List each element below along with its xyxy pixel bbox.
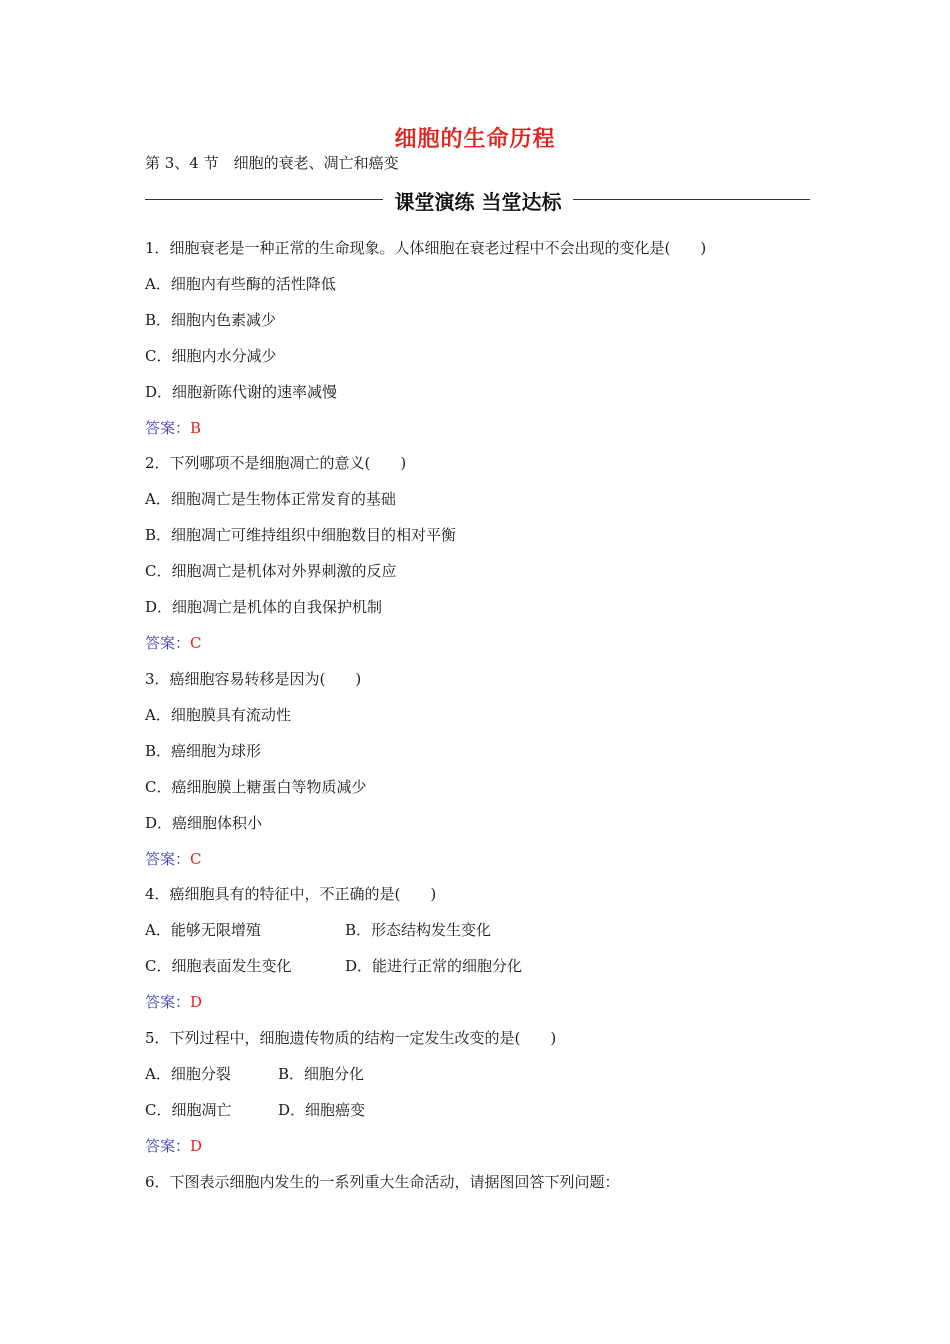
question-4-option-a: A．能够无限增殖 bbox=[145, 921, 261, 939]
question-1-option-b: B．细胞内色素减少 bbox=[145, 311, 277, 329]
question-4-option-c: C．细胞表面发生变化 bbox=[145, 957, 292, 975]
question-2-option-a: A．细胞凋亡是生物体正常发育的基础 bbox=[145, 490, 396, 508]
question-1-option-c: C．细胞内水分减少 bbox=[145, 347, 277, 365]
answer-label: 答案： bbox=[145, 419, 191, 437]
answer-label: 答案： bbox=[145, 634, 191, 652]
question-4-option-b: B．形态结构发生变化 bbox=[345, 921, 492, 939]
question-3-answer bbox=[145, 849, 202, 869]
answer-label: 答案： bbox=[145, 850, 191, 868]
question-3-option-a: A．细胞膜具有流动性 bbox=[145, 706, 291, 724]
answer-value: C bbox=[190, 634, 202, 652]
answer-label: 答案： bbox=[145, 993, 191, 1011]
question-5-answer bbox=[145, 1136, 202, 1156]
question-2-option-d: D．细胞凋亡是机体的自我保护机制 bbox=[145, 598, 383, 616]
question-4-stem: 4．癌细胞具有的特征中，不正确的是( ) bbox=[145, 885, 437, 903]
page-title: 细胞的生命历程 bbox=[394, 126, 556, 152]
answer-value: D bbox=[190, 1137, 203, 1155]
question-2-option-c: C．细胞凋亡是机体对外界刺激的反应 bbox=[145, 562, 397, 580]
question-4-option-d: D．能进行正常的细胞分化 bbox=[345, 957, 523, 975]
question-1-option-a: A．细胞内有些酶的活性降低 bbox=[145, 275, 336, 293]
section-divider-right bbox=[573, 199, 810, 200]
section-header-bar bbox=[145, 186, 810, 212]
question-2-answer bbox=[145, 633, 202, 653]
answer-label: 答案： bbox=[145, 1137, 191, 1155]
question-3-option-b: B．癌细胞为球形 bbox=[145, 742, 262, 760]
answer-value: D bbox=[190, 993, 203, 1011]
answer-value: C bbox=[190, 850, 202, 868]
question-3-option-d: D．癌细胞体积小 bbox=[145, 814, 263, 832]
question-1-stem: 1．细胞衰老是一种正常的生命现象。人体细胞在衰老过程中不会出现的变化是( ) bbox=[145, 239, 707, 257]
answer-value: B bbox=[190, 419, 202, 437]
question-5-option-a: A．细胞分裂 bbox=[145, 1065, 231, 1083]
question-3-option-c: C．癌细胞膜上糖蛋白等物质减少 bbox=[145, 778, 367, 796]
question-1-answer bbox=[145, 418, 201, 438]
section-header-label: 课堂演练 当堂达标 bbox=[394, 190, 562, 214]
question-4-answer bbox=[145, 992, 202, 1012]
section-subtitle: 第 3、4 节 细胞的衰老、凋亡和癌变 bbox=[145, 154, 399, 172]
question-3-stem: 3．癌细胞容易转移是因为( ) bbox=[145, 670, 362, 688]
question-5-option-c: C．细胞凋亡 bbox=[145, 1101, 232, 1119]
question-1-option-d: D．细胞新陈代谢的速率减慢 bbox=[145, 383, 338, 401]
question-2-stem: 2．下列哪项不是细胞凋亡的意义( ) bbox=[145, 454, 407, 472]
section-divider-left bbox=[145, 199, 383, 200]
question-6-stem: 6．下图表示细胞内发生的一系列重大生命活动，请据图回答下列问题： bbox=[145, 1173, 620, 1191]
question-2-option-b: B．细胞凋亡可维持组织中细胞数目的相对平衡 bbox=[145, 526, 457, 544]
question-5-stem: 5．下列过程中，细胞遗传物质的结构一定发生改变的是( ) bbox=[145, 1029, 557, 1047]
question-5-option-b: B．细胞分化 bbox=[278, 1065, 365, 1083]
question-5-option-d: D．细胞癌变 bbox=[278, 1101, 366, 1119]
